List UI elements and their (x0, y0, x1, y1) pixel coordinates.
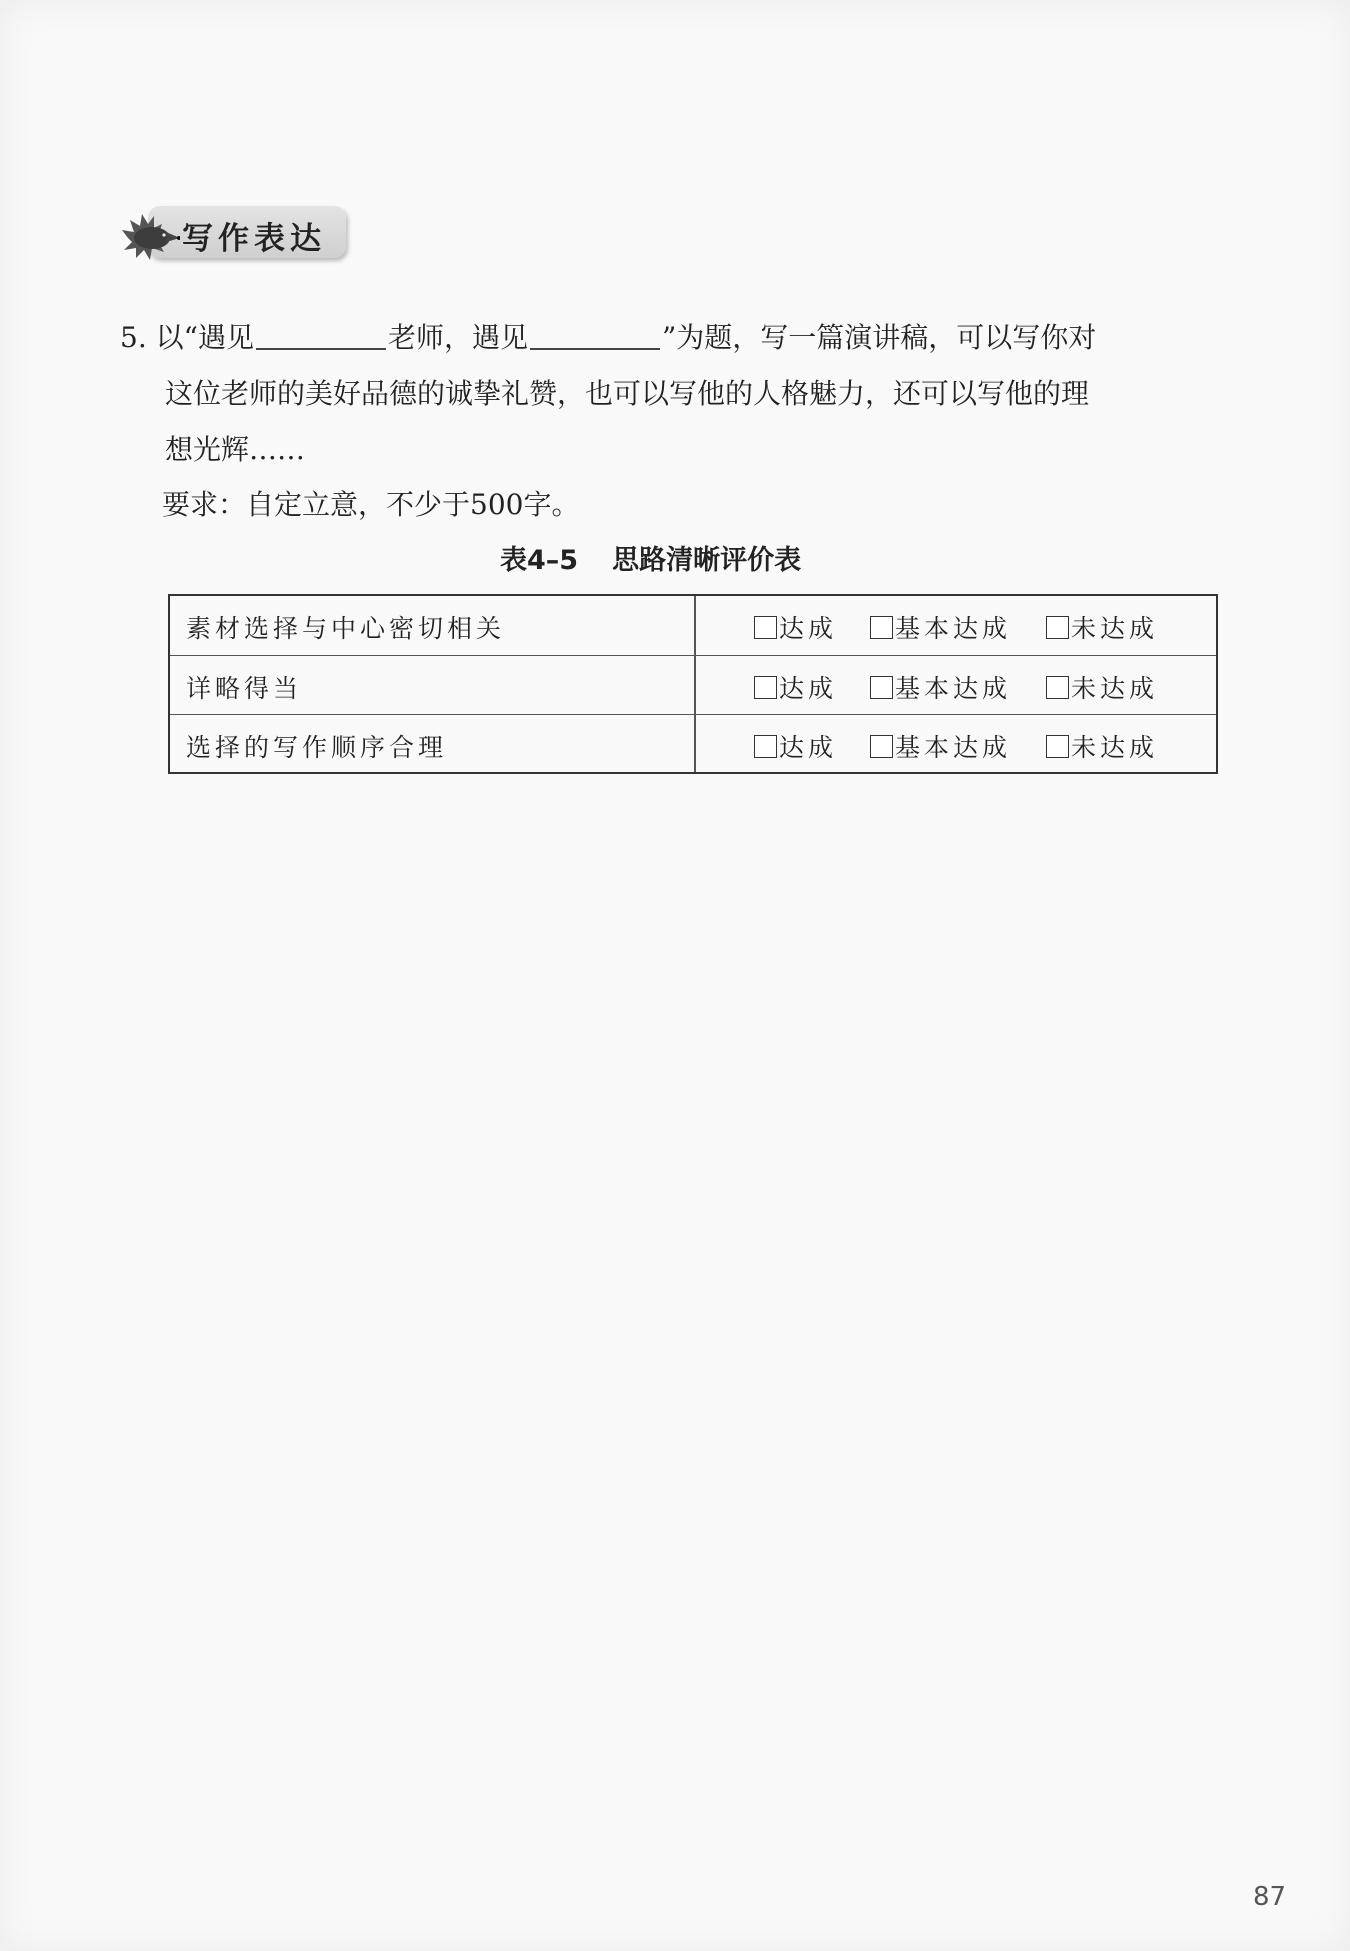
criterion-cell: 详略得当 (186, 674, 303, 703)
option-label: 基本达成 (895, 733, 1012, 762)
option-achieved[interactable] (754, 669, 837, 705)
criterion-cell: 选择的写作顺序合理 (186, 733, 448, 762)
table-caption-number: 表4–5 (500, 545, 579, 576)
section-header (120, 200, 350, 270)
option-label: 达成 (779, 674, 838, 703)
table-row (170, 655, 1216, 715)
checkbox[interactable] (754, 735, 777, 758)
table-row (170, 596, 1216, 655)
question-requirement: 要求：自定立意，不少于500字。 (162, 488, 580, 521)
option-label: 基本达成 (895, 674, 1012, 703)
option-label: 达成 (779, 733, 838, 762)
option-basically-achieved[interactable] (870, 609, 1011, 645)
checkbox[interactable] (754, 676, 777, 699)
option-not-achieved[interactable] (1046, 728, 1158, 764)
checkbox[interactable] (1046, 676, 1069, 699)
table-caption-title: 思路清晰评价表 (612, 545, 802, 576)
question-text-part-2: 老师，遇见 (387, 321, 528, 354)
page-number: 87 (1253, 1882, 1287, 1912)
table-row (170, 714, 1216, 774)
question-line-2: 这位老师的美好品德的诚挚礼赞，也可以写他的人格魅力，还可以写他的理 (165, 377, 1090, 410)
evaluation-table (168, 594, 1218, 774)
option-label: 未达成 (1071, 674, 1159, 703)
option-not-achieved[interactable] (1046, 669, 1158, 705)
option-label: 达成 (779, 614, 838, 643)
checkbox[interactable] (870, 616, 893, 639)
question-text-part-3: ”为题，写一篇演讲稿，可以写你对 (661, 321, 1097, 354)
checkbox[interactable] (870, 735, 893, 758)
option-achieved[interactable] (754, 609, 837, 645)
question-line-1 (120, 316, 1096, 356)
fill-blank-2[interactable] (530, 320, 660, 350)
option-basically-achieved[interactable] (870, 728, 1011, 764)
fill-blank-1[interactable] (256, 320, 386, 350)
option-label: 未达成 (1071, 614, 1159, 643)
option-basically-achieved[interactable] (870, 669, 1011, 705)
checkbox[interactable] (1046, 616, 1069, 639)
checkbox[interactable] (1046, 735, 1069, 758)
question-text-part-1: 以“遇见 (155, 321, 254, 354)
section-title: 写作表达 (182, 221, 326, 257)
checkbox[interactable] (870, 676, 893, 699)
option-achieved[interactable] (754, 728, 837, 764)
criterion-cell: 素材选择与中心密切相关 (186, 614, 506, 643)
question-line-3: 想光辉…… (165, 433, 306, 466)
table-caption (500, 538, 801, 577)
option-label: 未达成 (1071, 733, 1159, 762)
option-label: 基本达成 (895, 614, 1012, 643)
question-number: 5. (120, 321, 147, 354)
hedgehog-icon (120, 208, 180, 268)
checkbox[interactable] (754, 616, 777, 639)
option-not-achieved[interactable] (1046, 609, 1158, 645)
